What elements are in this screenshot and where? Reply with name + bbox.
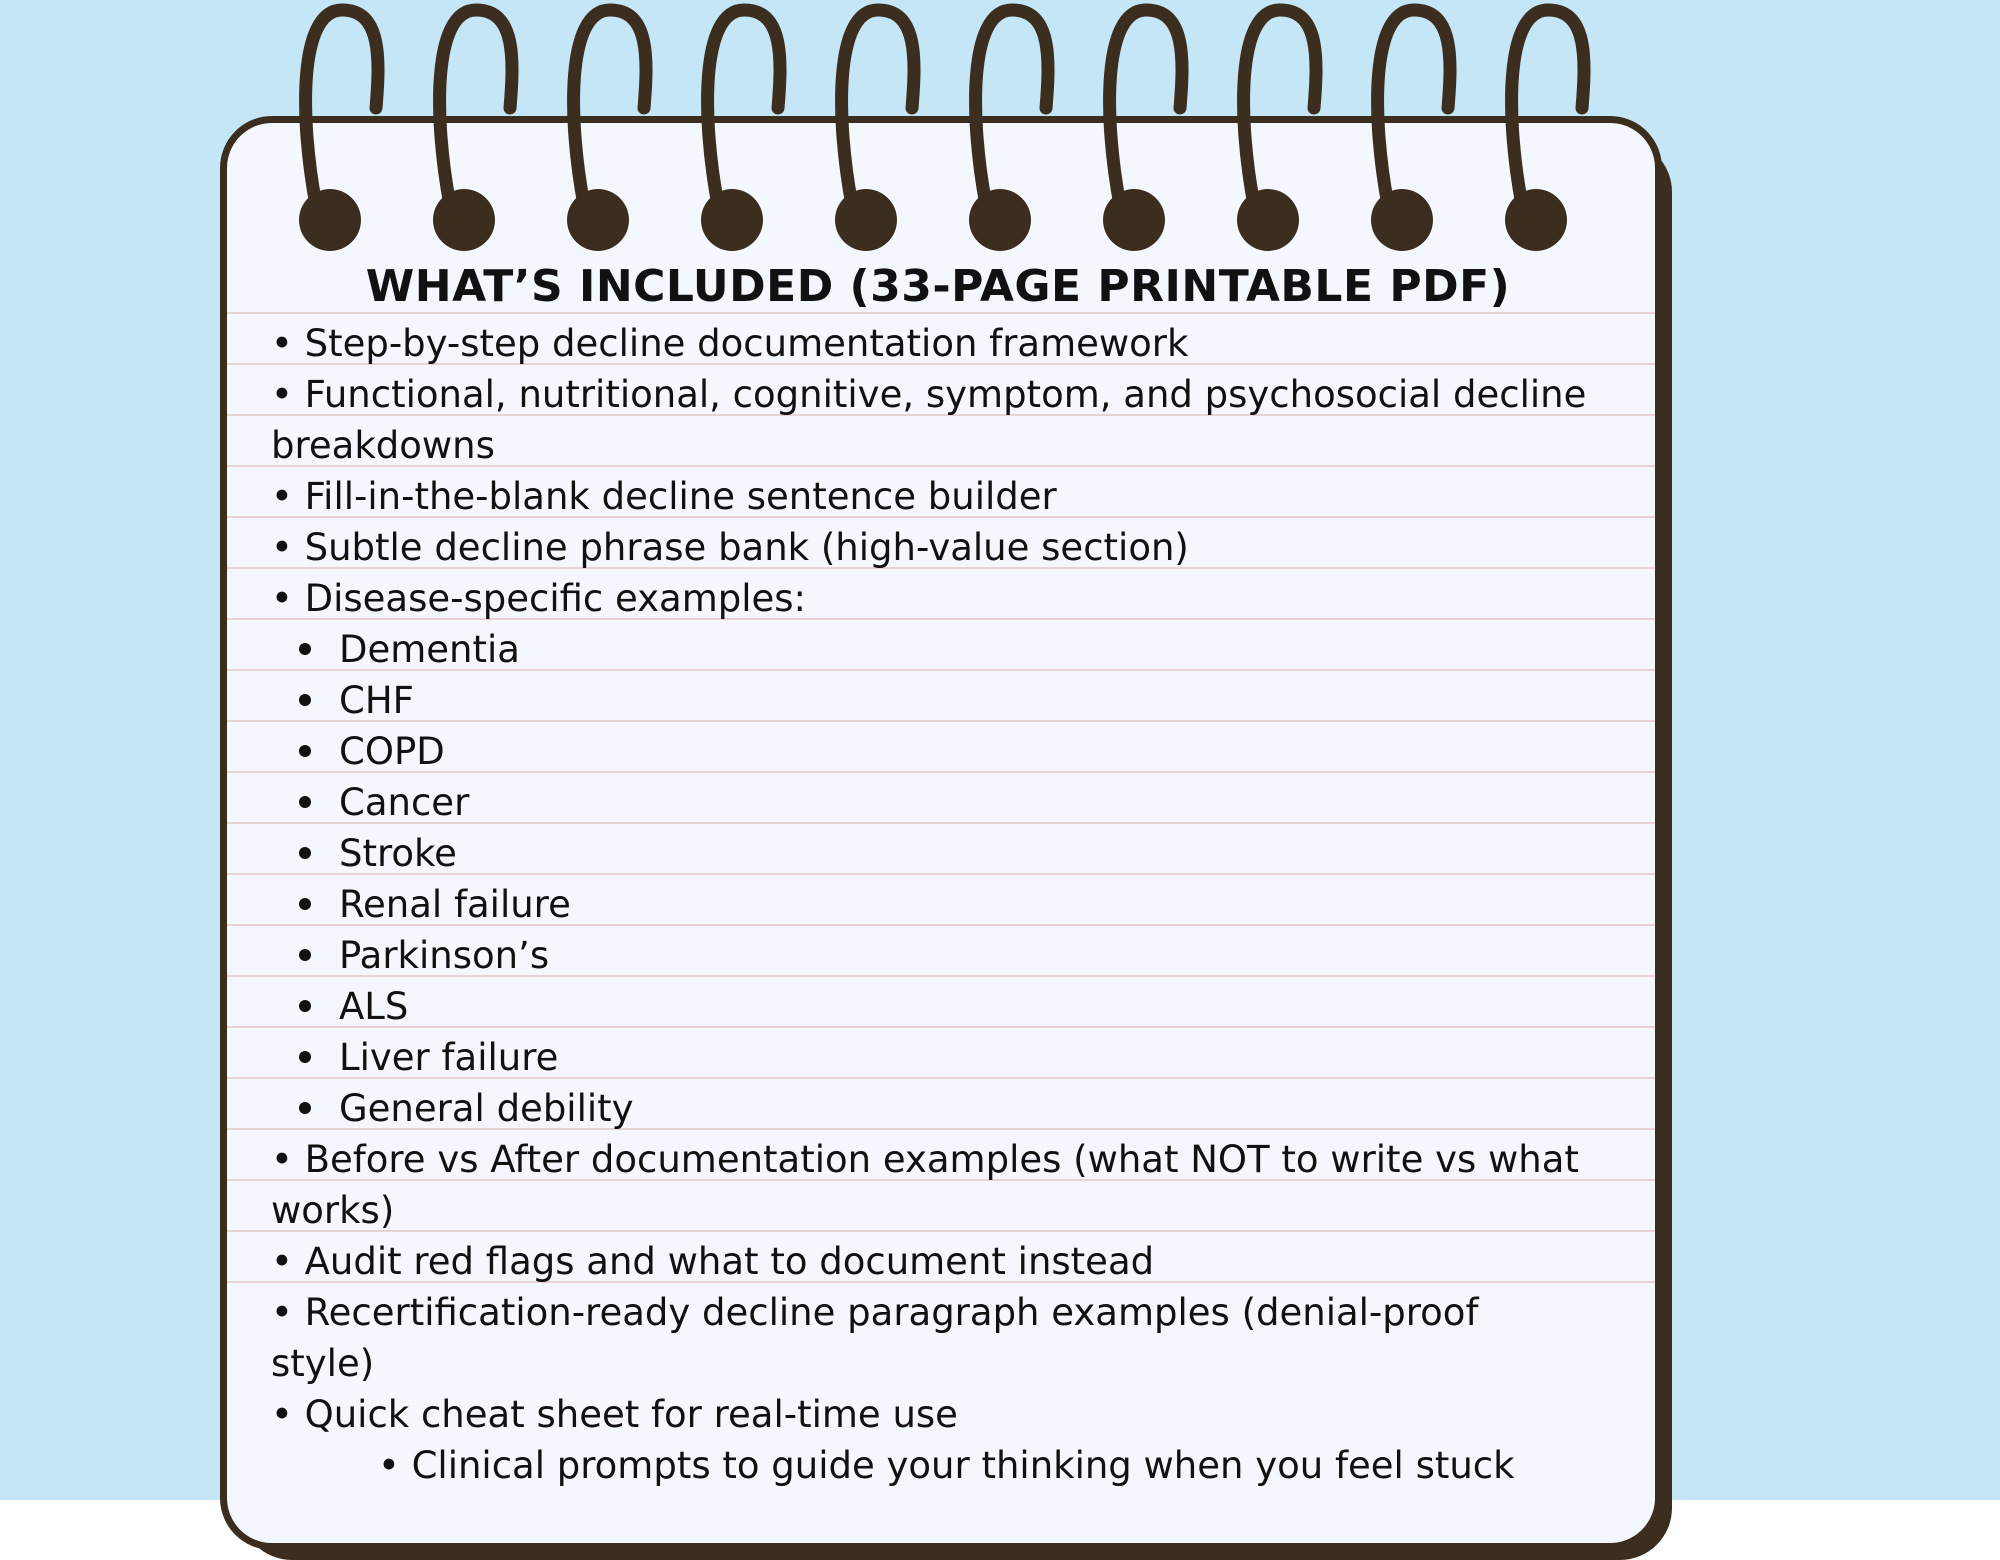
- bullet-icon: [299, 694, 311, 706]
- sub-list-item-label: Stroke: [339, 832, 457, 875]
- spiral-ring: [1237, 10, 1316, 251]
- bullet-icon: [299, 949, 311, 961]
- sub-list-item-label: CHF: [339, 679, 414, 722]
- sub-list-item-label: Liver failure: [339, 1036, 559, 1079]
- list-item: • Functional, nutritional, cognitive, symptom, and psychosocial decline: [271, 373, 1587, 416]
- sub-list-item: [271, 1083, 1641, 1134]
- sub-list-item: [271, 624, 1641, 675]
- list-item-continuation: style): [271, 1342, 375, 1385]
- sub-list-item-label: Renal failure: [339, 883, 571, 926]
- page-title: WHAT’S INCLUDED (33-PAGE PRINTABLE PDF): [365, 261, 1511, 312]
- list-item-continuation: works): [271, 1189, 395, 1232]
- list-item: • Subtle decline phrase bank (high-value section): [271, 526, 1189, 569]
- sub-list-item-label: Cancer: [339, 781, 470, 824]
- ring-wire: [1378, 10, 1450, 205]
- list-item: • Fill-in-the-blank decline sentence builder: [271, 475, 1057, 518]
- list-item: • Recertification-ready decline paragraph examples (denial-proof: [271, 1291, 1479, 1334]
- bullet-icon: [299, 847, 311, 859]
- bullet-icon: [299, 745, 311, 757]
- spiral-ring: [1103, 10, 1182, 251]
- sub-list-item-label: Parkinson’s: [339, 934, 550, 977]
- sub-list-item: [271, 930, 1641, 981]
- bullet-icon: [299, 796, 311, 808]
- sub-list-item: [271, 981, 1641, 1032]
- bullet-icon: [299, 1000, 311, 1012]
- spiral-ring: [1505, 10, 1584, 251]
- list-item: • Clinical prompts to guide your thinking when you feel stuck: [378, 1444, 1515, 1487]
- spiral-ring: [299, 10, 378, 251]
- sub-list-item: [271, 726, 1641, 777]
- bullet-icon: [299, 1051, 311, 1063]
- sub-list-item: [271, 879, 1641, 930]
- ring-wire: [842, 10, 914, 205]
- list-item-continuation: breakdowns: [271, 424, 495, 467]
- ring-wire: [306, 10, 378, 205]
- list-item: • Step-by-step decline documentation framework: [271, 322, 1189, 365]
- ring-wire: [1110, 10, 1182, 205]
- spiral-binding: [0, 0, 2000, 260]
- list-item: • Before vs After documentation examples (what NOT to write vs what: [271, 1138, 1579, 1181]
- ring-wire: [1512, 10, 1584, 205]
- bullet-icon: [299, 1102, 311, 1114]
- list-item: • Audit red flags and what to document instead: [271, 1240, 1155, 1283]
- ring-wire: [1244, 10, 1316, 205]
- spiral-ring: [1371, 10, 1450, 251]
- sub-list-item: [271, 675, 1641, 726]
- ring-wire: [440, 10, 512, 205]
- spiral-ring: [835, 10, 914, 251]
- sub-list-item: [271, 828, 1641, 879]
- ring-wire: [976, 10, 1048, 205]
- spiral-ring: [701, 10, 780, 251]
- list-item: • Disease-specific examples:: [271, 577, 807, 620]
- included-list: [271, 318, 1641, 1491]
- sub-list-item-label: Dementia: [339, 628, 520, 671]
- spiral-ring: [433, 10, 512, 251]
- sub-list-item-label: ALS: [339, 985, 409, 1028]
- sub-list-item: [271, 777, 1641, 828]
- ring-wire: [708, 10, 780, 205]
- bullet-icon: [299, 898, 311, 910]
- bullet-icon: [299, 643, 311, 655]
- spiral-ring: [969, 10, 1048, 251]
- sub-list-item: [271, 1032, 1641, 1083]
- list-item: • Quick cheat sheet for real-time use: [271, 1393, 958, 1436]
- sub-list-item-label: COPD: [339, 730, 445, 773]
- spiral-ring: [567, 10, 646, 251]
- ring-wire: [574, 10, 646, 205]
- sub-list-item-label: General debility: [339, 1087, 634, 1130]
